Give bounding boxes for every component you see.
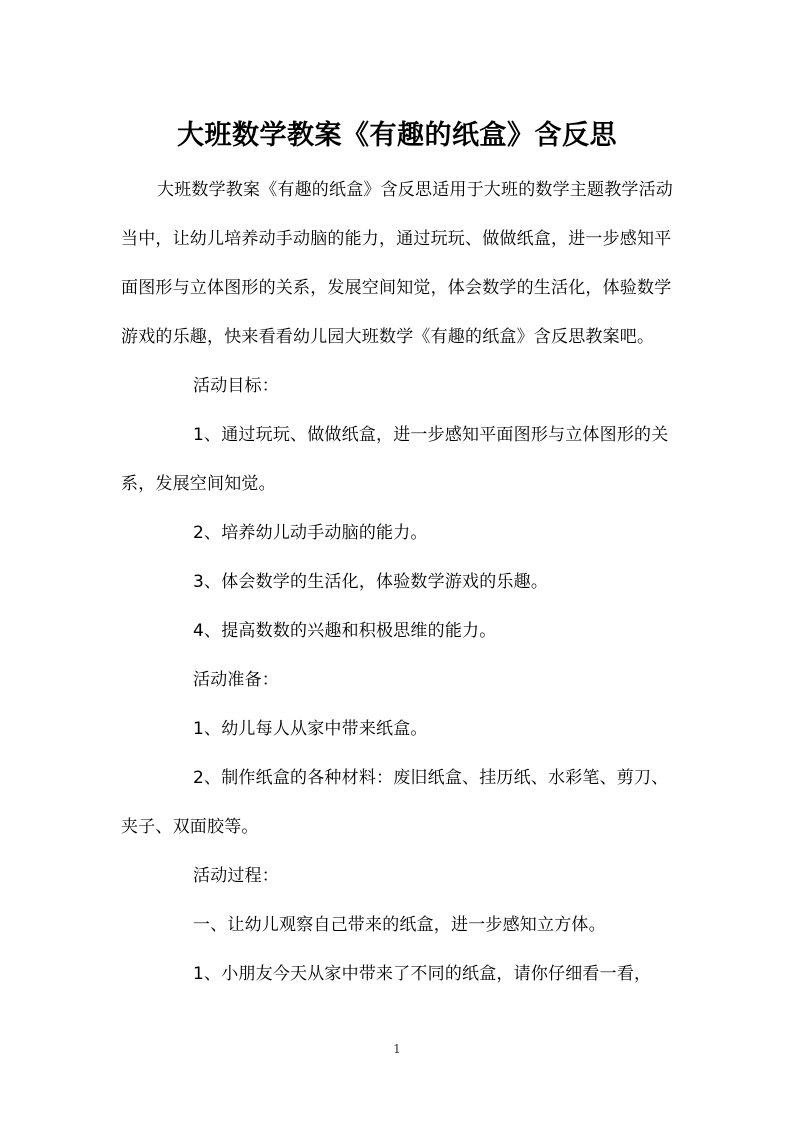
goal-item-2: 2、培养幼儿动手动脑的能力。 (193, 523, 428, 543)
process-step-1: 一、让幼儿观察自己带来的纸盒，进一步感知立方体。 (193, 915, 606, 935)
section-heading-goals: 活动目标： (193, 376, 279, 396)
section-heading-preparation: 活动准备： (193, 670, 279, 690)
intro-paragraph: 大班数学教案《有趣的纸盒》含反思适用于大班的数学主题教学活动当中，让幼儿培养动手动脑的能力，通过玩玩、做做纸盒，进一步感知平面图形与立体图形的关系，发展空间知觉，体会数学的生活化，体验数学游戏的乐趣，快来看看幼儿园大班数学《有趣的纸盒》含反思教案吧。 (121, 180, 673, 347)
goal-item-4: 4、提高数数的兴趣和积极思维的能力。 (193, 621, 497, 641)
document-title: 大班数学教案《有趣的纸盒》含反思 (177, 120, 617, 152)
section-heading-process: 活动过程： (193, 866, 279, 886)
process-substep-1: 1、小朋友今天从家中带来了不同的纸盒，请你仔细看一看， (193, 964, 652, 984)
preparation-item-2: 2、制作纸盒的各种材料：废旧纸盒、挂历纸、水彩笔、剪刀、夹子、双面胶等。 (121, 768, 669, 837)
goal-item-3: 3、体会数学的生活化，体验数学游戏的乐趣。 (193, 572, 549, 592)
page-number: 1 (393, 1042, 401, 1056)
goal-item-1: 1、通过玩玩、做做纸盒，进一步感知平面图形与立体图形的关系，发展空间知觉。 (121, 425, 669, 494)
preparation-item-1: 1、幼儿每人从家中带来纸盒。 (193, 719, 428, 739)
document-body (121, 166, 681, 999)
